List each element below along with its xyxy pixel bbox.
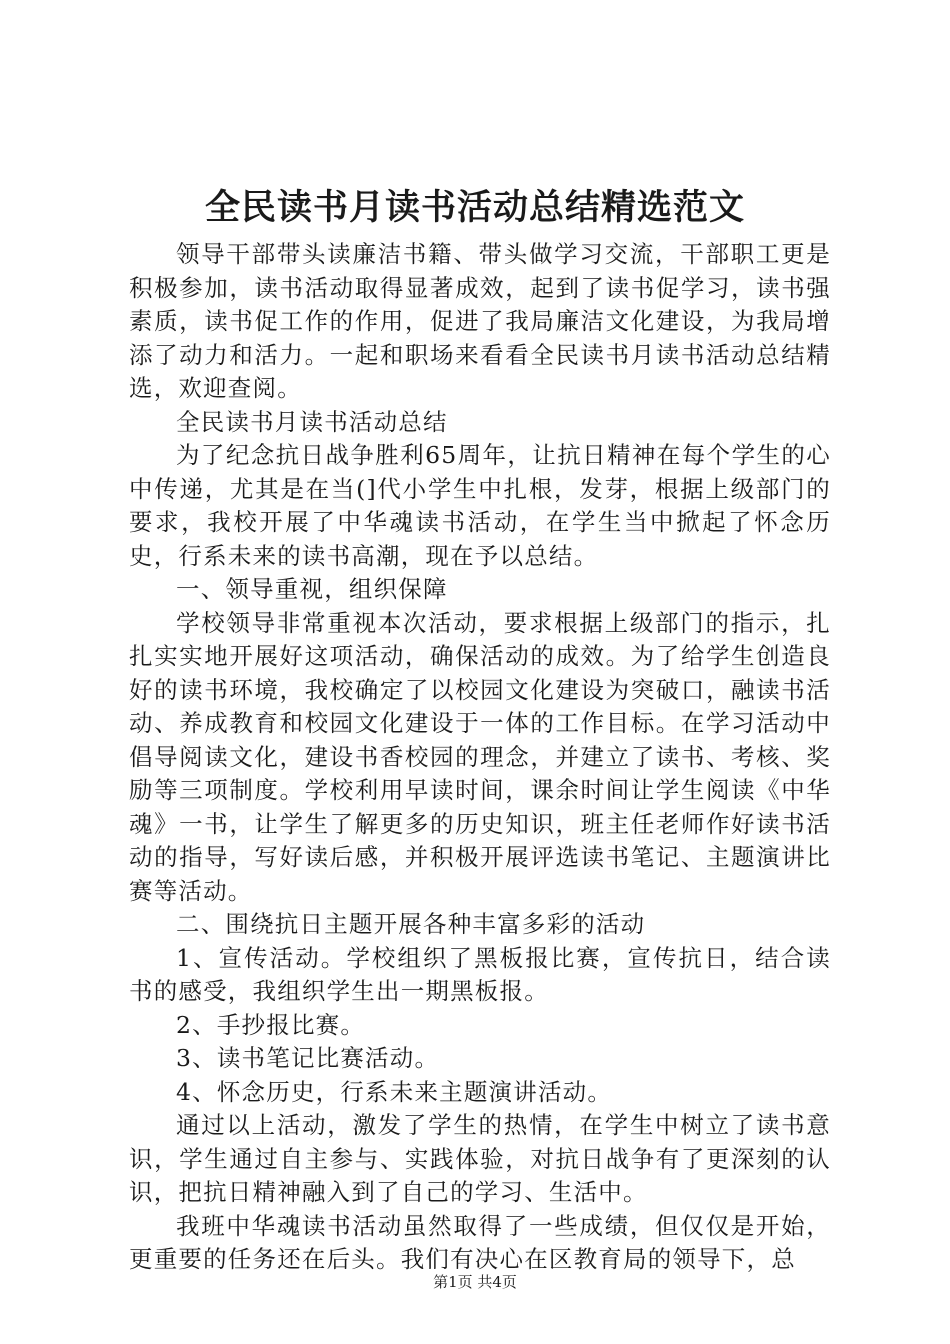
paragraph: 通过以上活动，激发了学生的热情，在学生中树立了读书意识，学生通过自主参与、实践体验，对抗日战争有了更深刻的认识，把抗日精神融入到了自己的学习、生活中。 — [129, 1111, 831, 1206]
paragraph: 我班中华魂读书活动虽然取得了一些成绩，但仅仅是开始，更重要的任务还在后头。我们有决心在区教育局的领导下，总 — [129, 1211, 831, 1273]
list-item: 3、读书笔记比赛活动。 — [176, 1044, 440, 1072]
page-footer: 第1页 共4页 — [433, 1273, 517, 1291]
paragraph: 为了纪念抗日战争胜利65周年，让抗日精神在每个学生的心中传递，尤其是在当(]代小学生中扎根，发芽，根据上级部门的要求，我校开展了中华魂读书活动，在学生当中掀起了怀念历史，行系未来的读书高潮，现在予以总结。 — [129, 441, 831, 570]
paragraph: 学校领导非常重视本次活动，要求根据上级部门的指示，扎扎实实地开展好这项活动，确保活动的成效。为了给学生创造良好的读书环境，我校确定了以校园文化建设为突破口，融读书活动、养成教育和校园文化建设于一体的工作目标。在学习活动中倡导阅读文化，建设书香校园的理念，并建立了读书、考核、奖励等三项制度。学校利用早读时间，课余时间让学生阅读《中华魂》一书，让学生了解更多的历史知识，班主任老师作好读书活动的指导，写好读后感，并积极开展评选读书笔记、主题演讲比赛等活动。 — [129, 608, 831, 905]
section-heading: 一、领导重视，组织保障 — [176, 575, 448, 603]
document-body — [129, 238, 831, 1277]
paragraph-subtitle: 全民读书月读书活动总结 — [176, 407, 448, 436]
list-item: 1、宣传活动。学校组织了黑板报比赛，宣传抗日，结合读书的感受，我组织学生出一期黑板报。 — [129, 943, 831, 1005]
section-heading: 二、围绕抗日主题开展各种丰富多彩的活动 — [176, 910, 646, 938]
document-title: 全民读书月读书活动总结精选范文 — [204, 188, 745, 228]
list-item: 2、手抄报比赛。 — [176, 1010, 366, 1039]
list-item: 4、怀念历史，行系未来主题演讲活动。 — [176, 1077, 613, 1106]
paragraph-intro: 领导干部带头读廉洁书籍、带头做学习交流，干部职工更是积极参加，读书活动取得显著成效，起到了读书促学习，读书强素质，读书促工作的作用，促进了我局廉洁文化建设，为我局增添了动力和活力。一起和职场来看看全民读书月读书活动总结精选，欢迎查阅。 — [129, 240, 831, 402]
